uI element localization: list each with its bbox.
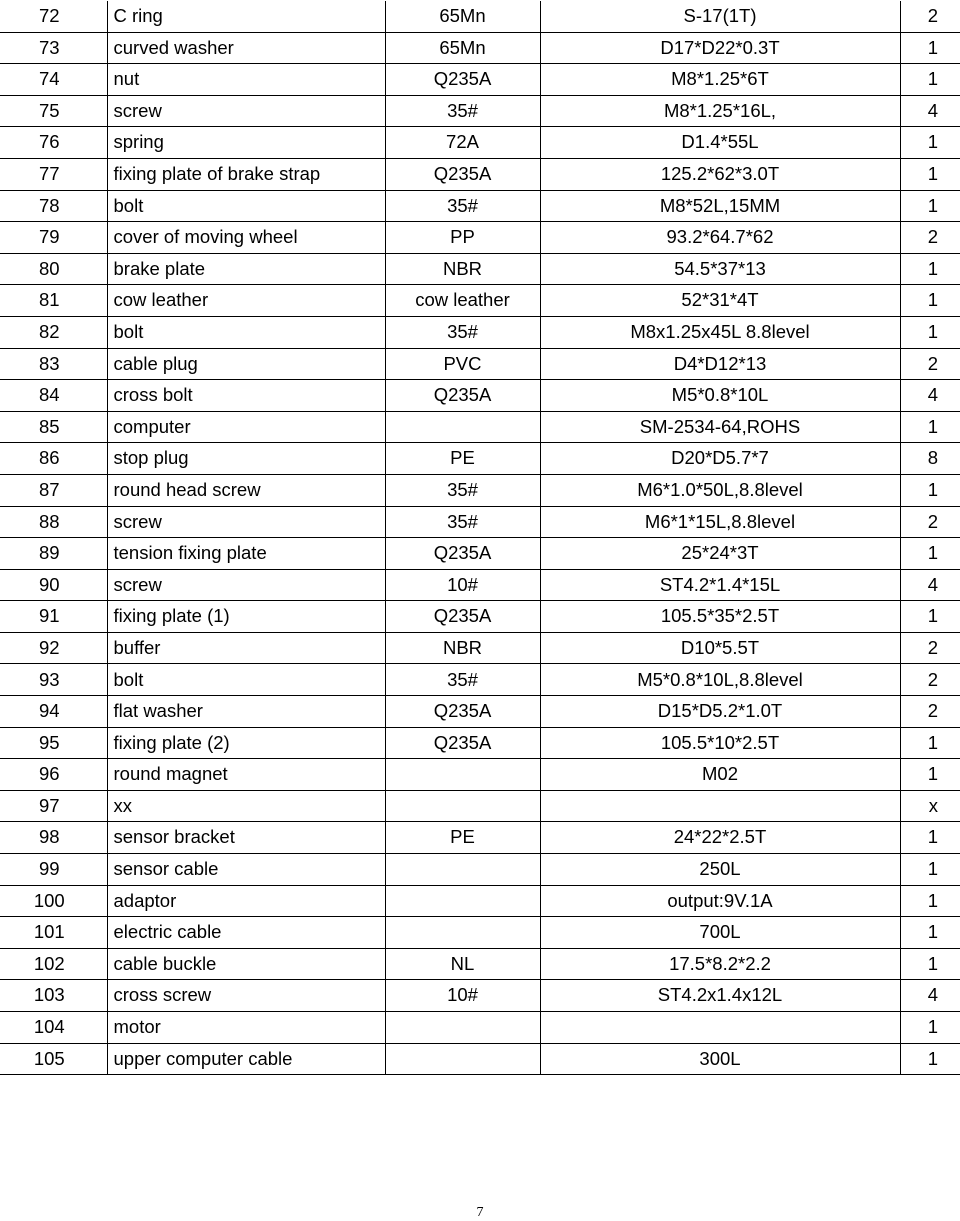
part-number-cell: 88 bbox=[0, 506, 107, 538]
part-material-cell: 72A bbox=[385, 127, 540, 159]
part-material-cell: 35# bbox=[385, 664, 540, 696]
part-name-cell: brake plate bbox=[107, 253, 385, 285]
part-name-cell: round magnet bbox=[107, 759, 385, 791]
part-quantity-cell: 1 bbox=[900, 759, 960, 791]
part-spec-cell: S-17(1T) bbox=[540, 1, 900, 32]
part-name-cell: sensor bracket bbox=[107, 822, 385, 854]
part-quantity-cell: 1 bbox=[900, 1012, 960, 1044]
part-number-cell: 72 bbox=[0, 1, 107, 32]
part-number-cell: 80 bbox=[0, 253, 107, 285]
table-row bbox=[0, 443, 960, 475]
part-number-cell: 93 bbox=[0, 664, 107, 696]
part-material-cell: PVC bbox=[385, 348, 540, 380]
part-number-cell: 73 bbox=[0, 32, 107, 64]
part-material-cell: 35# bbox=[385, 474, 540, 506]
part-material-cell: NL bbox=[385, 948, 540, 980]
part-number-cell: 75 bbox=[0, 95, 107, 127]
part-material-cell: 35# bbox=[385, 95, 540, 127]
part-name-cell: cow leather bbox=[107, 285, 385, 317]
part-quantity-cell: 1 bbox=[900, 917, 960, 949]
table-row bbox=[0, 95, 960, 127]
table-row bbox=[0, 664, 960, 696]
part-quantity-cell: 1 bbox=[900, 948, 960, 980]
part-spec-cell: D4*D12*13 bbox=[540, 348, 900, 380]
part-name-cell: electric cable bbox=[107, 917, 385, 949]
table-row bbox=[0, 32, 960, 64]
part-quantity-cell: 1 bbox=[900, 854, 960, 886]
part-quantity-cell: 2 bbox=[900, 1, 960, 32]
part-quantity-cell: 1 bbox=[900, 158, 960, 190]
part-name-cell: buffer bbox=[107, 632, 385, 664]
part-number-cell: 104 bbox=[0, 1012, 107, 1044]
part-number-cell: 97 bbox=[0, 790, 107, 822]
part-material-cell: Q235A bbox=[385, 380, 540, 412]
part-material-cell: PP bbox=[385, 222, 540, 254]
part-material-cell: 35# bbox=[385, 316, 540, 348]
part-name-cell: C ring bbox=[107, 1, 385, 32]
part-material-cell: cow leather bbox=[385, 285, 540, 317]
part-name-cell: tension fixing plate bbox=[107, 538, 385, 570]
part-spec-cell: 250L bbox=[540, 854, 900, 886]
part-quantity-cell: 1 bbox=[900, 285, 960, 317]
part-spec-cell: M8x1.25x45L 8.8level bbox=[540, 316, 900, 348]
part-quantity-cell: 2 bbox=[900, 348, 960, 380]
part-name-cell: fixing plate (2) bbox=[107, 727, 385, 759]
part-spec-cell bbox=[540, 790, 900, 822]
part-material-cell: NBR bbox=[385, 253, 540, 285]
table-row bbox=[0, 1043, 960, 1075]
part-spec-cell: D10*5.5T bbox=[540, 632, 900, 664]
part-quantity-cell: 1 bbox=[900, 601, 960, 633]
part-quantity-cell: 4 bbox=[900, 95, 960, 127]
part-material-cell bbox=[385, 411, 540, 443]
part-number-cell: 83 bbox=[0, 348, 107, 380]
part-number-cell: 99 bbox=[0, 854, 107, 886]
part-number-cell: 77 bbox=[0, 158, 107, 190]
part-name-cell: nut bbox=[107, 64, 385, 96]
part-number-cell: 86 bbox=[0, 443, 107, 475]
table-row bbox=[0, 601, 960, 633]
part-name-cell: cover of moving wheel bbox=[107, 222, 385, 254]
table-row bbox=[0, 790, 960, 822]
part-quantity-cell: 1 bbox=[900, 538, 960, 570]
part-spec-cell: SM-2534-64,ROHS bbox=[540, 411, 900, 443]
part-number-cell: 76 bbox=[0, 127, 107, 159]
part-spec-cell: 17.5*8.2*2.2 bbox=[540, 948, 900, 980]
table-row bbox=[0, 727, 960, 759]
part-quantity-cell: 2 bbox=[900, 664, 960, 696]
part-number-cell: 100 bbox=[0, 885, 107, 917]
part-name-cell: cross screw bbox=[107, 980, 385, 1012]
part-spec-cell: M8*1.25*6T bbox=[540, 64, 900, 96]
part-quantity-cell: 2 bbox=[900, 506, 960, 538]
part-number-cell: 79 bbox=[0, 222, 107, 254]
part-material-cell: Q235A bbox=[385, 696, 540, 728]
table-row bbox=[0, 759, 960, 791]
part-spec-cell: M5*0.8*10L,8.8level bbox=[540, 664, 900, 696]
part-spec-cell: 105.5*35*2.5T bbox=[540, 601, 900, 633]
part-spec-cell: 125.2*62*3.0T bbox=[540, 158, 900, 190]
part-spec-cell: 25*24*3T bbox=[540, 538, 900, 570]
table-row bbox=[0, 127, 960, 159]
table-row bbox=[0, 253, 960, 285]
table-row bbox=[0, 948, 960, 980]
part-quantity-cell: 1 bbox=[900, 727, 960, 759]
part-material-cell: Q235A bbox=[385, 727, 540, 759]
part-number-cell: 103 bbox=[0, 980, 107, 1012]
part-quantity-cell: 2 bbox=[900, 222, 960, 254]
table-row bbox=[0, 822, 960, 854]
parts-table-body bbox=[0, 1, 960, 1075]
part-spec-cell: 300L bbox=[540, 1043, 900, 1075]
part-material-cell: NBR bbox=[385, 632, 540, 664]
part-spec-cell: 700L bbox=[540, 917, 900, 949]
table-row bbox=[0, 1, 960, 32]
part-name-cell: cross bolt bbox=[107, 380, 385, 412]
part-spec-cell: output:9V.1A bbox=[540, 885, 900, 917]
part-number-cell: 84 bbox=[0, 380, 107, 412]
part-material-cell: PE bbox=[385, 443, 540, 475]
part-material-cell: 10# bbox=[385, 569, 540, 601]
part-name-cell: screw bbox=[107, 95, 385, 127]
table-row bbox=[0, 569, 960, 601]
part-material-cell bbox=[385, 1012, 540, 1044]
part-number-cell: 105 bbox=[0, 1043, 107, 1075]
part-quantity-cell: 1 bbox=[900, 316, 960, 348]
part-number-cell: 91 bbox=[0, 601, 107, 633]
part-quantity-cell: 1 bbox=[900, 253, 960, 285]
part-number-cell: 89 bbox=[0, 538, 107, 570]
part-number-cell: 95 bbox=[0, 727, 107, 759]
table-row bbox=[0, 980, 960, 1012]
part-number-cell: 96 bbox=[0, 759, 107, 791]
part-quantity-cell: 1 bbox=[900, 822, 960, 854]
part-quantity-cell: 1 bbox=[900, 32, 960, 64]
part-number-cell: 92 bbox=[0, 632, 107, 664]
part-spec-cell: 105.5*10*2.5T bbox=[540, 727, 900, 759]
part-quantity-cell: 1 bbox=[900, 190, 960, 222]
part-spec-cell: M02 bbox=[540, 759, 900, 791]
part-spec-cell: ST4.2*1.4*15L bbox=[540, 569, 900, 601]
table-row bbox=[0, 696, 960, 728]
part-material-cell: Q235A bbox=[385, 64, 540, 96]
part-material-cell: 35# bbox=[385, 190, 540, 222]
part-number-cell: 98 bbox=[0, 822, 107, 854]
part-spec-cell: 24*22*2.5T bbox=[540, 822, 900, 854]
part-spec-cell: M8*1.25*16L, bbox=[540, 95, 900, 127]
part-number-cell: 81 bbox=[0, 285, 107, 317]
part-name-cell: round head screw bbox=[107, 474, 385, 506]
part-material-cell: Q235A bbox=[385, 601, 540, 633]
part-quantity-cell: 1 bbox=[900, 474, 960, 506]
part-spec-cell: D20*D5.7*7 bbox=[540, 443, 900, 475]
part-spec-cell: M5*0.8*10L bbox=[540, 380, 900, 412]
part-name-cell: bolt bbox=[107, 190, 385, 222]
part-quantity-cell: 1 bbox=[900, 1043, 960, 1075]
part-name-cell: cable buckle bbox=[107, 948, 385, 980]
part-quantity-cell: 2 bbox=[900, 632, 960, 664]
part-material-cell: Q235A bbox=[385, 158, 540, 190]
table-row bbox=[0, 222, 960, 254]
part-name-cell: fixing plate of brake strap bbox=[107, 158, 385, 190]
part-name-cell: screw bbox=[107, 506, 385, 538]
part-name-cell: upper computer cable bbox=[107, 1043, 385, 1075]
part-material-cell bbox=[385, 790, 540, 822]
table-row bbox=[0, 506, 960, 538]
part-quantity-cell: 4 bbox=[900, 980, 960, 1012]
part-spec-cell bbox=[540, 1012, 900, 1044]
part-number-cell: 85 bbox=[0, 411, 107, 443]
table-row bbox=[0, 64, 960, 96]
part-number-cell: 74 bbox=[0, 64, 107, 96]
part-name-cell: bolt bbox=[107, 316, 385, 348]
part-quantity-cell: 8 bbox=[900, 443, 960, 475]
part-name-cell: screw bbox=[107, 569, 385, 601]
part-name-cell: flat washer bbox=[107, 696, 385, 728]
part-spec-cell: 93.2*64.7*62 bbox=[540, 222, 900, 254]
part-number-cell: 78 bbox=[0, 190, 107, 222]
part-material-cell: 35# bbox=[385, 506, 540, 538]
part-quantity-cell: 4 bbox=[900, 569, 960, 601]
table-row bbox=[0, 885, 960, 917]
table-row bbox=[0, 190, 960, 222]
part-material-cell: PE bbox=[385, 822, 540, 854]
table-row bbox=[0, 1012, 960, 1044]
part-name-cell: spring bbox=[107, 127, 385, 159]
part-name-cell: adaptor bbox=[107, 885, 385, 917]
part-spec-cell: 54.5*37*13 bbox=[540, 253, 900, 285]
part-number-cell: 101 bbox=[0, 917, 107, 949]
table-row bbox=[0, 411, 960, 443]
table-row bbox=[0, 917, 960, 949]
part-spec-cell: D17*D22*0.3T bbox=[540, 32, 900, 64]
part-material-cell: 65Mn bbox=[385, 32, 540, 64]
part-spec-cell: 52*31*4T bbox=[540, 285, 900, 317]
part-material-cell bbox=[385, 854, 540, 886]
part-number-cell: 82 bbox=[0, 316, 107, 348]
part-spec-cell: M8*52L,15MM bbox=[540, 190, 900, 222]
part-name-cell: fixing plate (1) bbox=[107, 601, 385, 633]
part-spec-cell: ST4.2x1.4x12L bbox=[540, 980, 900, 1012]
part-material-cell bbox=[385, 1043, 540, 1075]
part-spec-cell: M6*1.0*50L,8.8level bbox=[540, 474, 900, 506]
part-number-cell: 90 bbox=[0, 569, 107, 601]
part-quantity-cell: 1 bbox=[900, 885, 960, 917]
table-row bbox=[0, 854, 960, 886]
part-name-cell: cable plug bbox=[107, 348, 385, 380]
part-quantity-cell: 1 bbox=[900, 64, 960, 96]
part-spec-cell: D1.4*55L bbox=[540, 127, 900, 159]
page-number: 7 bbox=[476, 1205, 484, 1220]
part-material-cell bbox=[385, 917, 540, 949]
part-quantity-cell: 1 bbox=[900, 127, 960, 159]
part-quantity-cell: 4 bbox=[900, 380, 960, 412]
part-name-cell: xx bbox=[107, 790, 385, 822]
part-name-cell: motor bbox=[107, 1012, 385, 1044]
part-name-cell: sensor cable bbox=[107, 854, 385, 886]
table-row bbox=[0, 474, 960, 506]
table-row bbox=[0, 632, 960, 664]
table-row bbox=[0, 380, 960, 412]
part-material-cell bbox=[385, 885, 540, 917]
part-name-cell: stop plug bbox=[107, 443, 385, 475]
part-name-cell: bolt bbox=[107, 664, 385, 696]
part-name-cell: computer bbox=[107, 411, 385, 443]
part-quantity-cell: 1 bbox=[900, 411, 960, 443]
part-name-cell: curved washer bbox=[107, 32, 385, 64]
part-spec-cell: M6*1*15L,8.8level bbox=[540, 506, 900, 538]
part-number-cell: 102 bbox=[0, 948, 107, 980]
part-material-cell bbox=[385, 759, 540, 791]
part-material-cell: 10# bbox=[385, 980, 540, 1012]
part-material-cell: 65Mn bbox=[385, 1, 540, 32]
table-row bbox=[0, 316, 960, 348]
part-number-cell: 94 bbox=[0, 696, 107, 728]
part-quantity-cell: x bbox=[900, 790, 960, 822]
table-row bbox=[0, 285, 960, 317]
parts-list-table bbox=[0, 1, 960, 1075]
table-row bbox=[0, 158, 960, 190]
table-row bbox=[0, 538, 960, 570]
part-number-cell: 87 bbox=[0, 474, 107, 506]
part-material-cell: Q235A bbox=[385, 538, 540, 570]
part-spec-cell: D15*D5.2*1.0T bbox=[540, 696, 900, 728]
table-row bbox=[0, 348, 960, 380]
part-quantity-cell: 2 bbox=[900, 696, 960, 728]
